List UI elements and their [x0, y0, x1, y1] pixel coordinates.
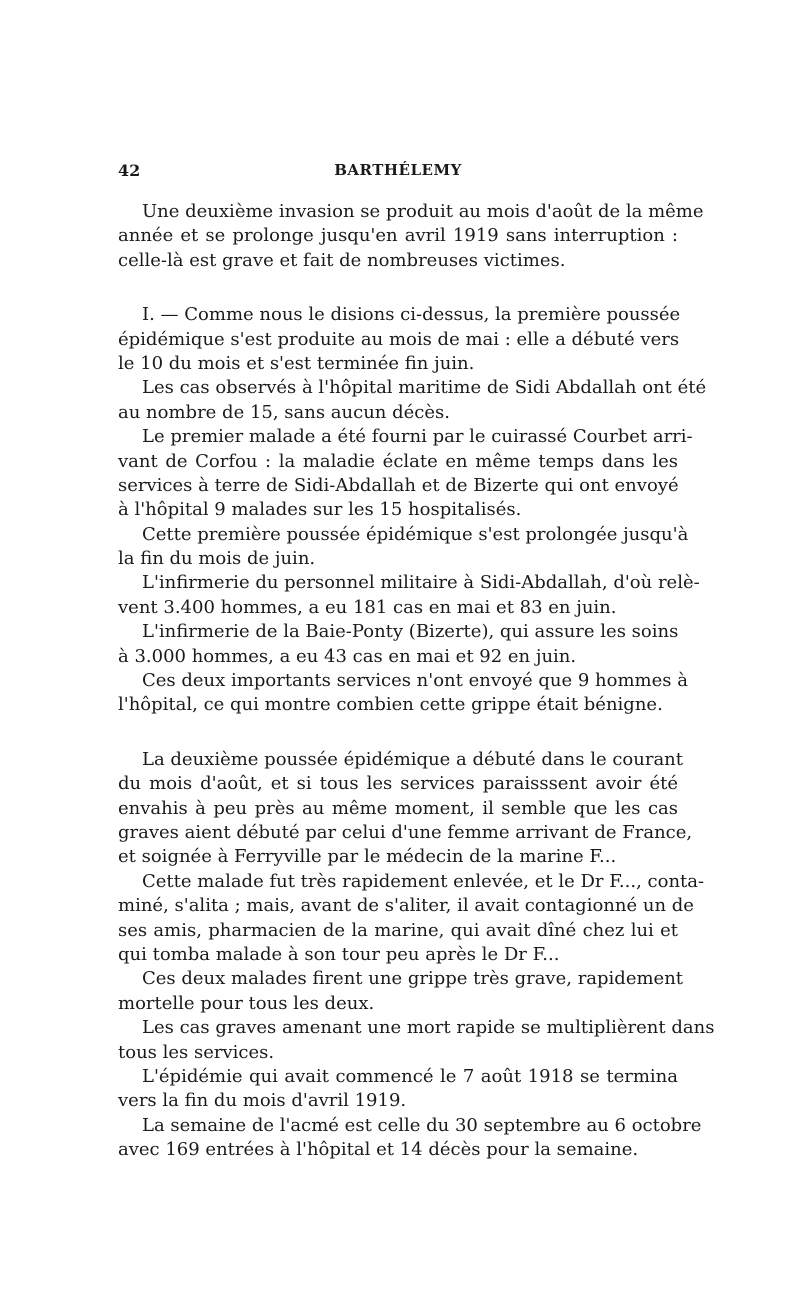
text-line: La deuxième poussée épidémique a débuté dans le courant [142, 748, 684, 770]
text-line: envahis à peu près au même moment, il semble que les cas [118, 797, 678, 819]
paragraph [118, 200, 704, 273]
text-line: Ces deux importants services n'ont envoyé que 9 hommes à [142, 670, 688, 692]
text-line: miné, s'alita ; mais, avant de s'aliter, il avait contagionné un de [118, 895, 694, 917]
text-line: à l'hôpital 9 malades sur les 15 hospitalisés. [118, 499, 522, 521]
text-line: année et se prolonge jusqu'en avril 1919 sans interruption : [118, 225, 678, 247]
text-line: ses amis, pharmacien de la marine, qui avait dîné chez lui et [118, 919, 678, 941]
text-line: et soignée à Ferryville par le médecin de la marine F... [118, 846, 617, 868]
paragraph [118, 571, 700, 620]
paragraph [118, 669, 688, 718]
text-line: tous les services. [118, 1041, 275, 1063]
section-gap [118, 718, 678, 748]
running-title: BARTHÉLEMY [334, 161, 462, 179]
text-line: services à terre de Sidi-Abdallah et de Bizerte qui ont envoyé [118, 474, 679, 496]
text-line: Une deuxième invasion se produit au mois d'août de la même [142, 201, 704, 222]
text-line: épidémique s'est produite au mois de mai : elle a débuté vers [118, 328, 680, 350]
text-line: la fin du mois de juin. [118, 548, 316, 570]
text-line: à 3.000 hommes, a eu 43 cas en mai et 92 en juin. [118, 645, 577, 667]
page-number: 42 [118, 161, 141, 180]
text-line: celle-là est grave et fait de nombreuses victimes. [118, 249, 566, 271]
text-line: au nombre de 15, sans aucun décès. [118, 401, 450, 423]
paragraph [118, 1016, 715, 1065]
text-line: avec 169 entrées à l'hôpital et 14 décès pour la semaine. [118, 1139, 639, 1161]
paragraph [118, 620, 678, 669]
text-line: qui tomba malade à son tour peu après le Dr F... [118, 943, 560, 965]
paragraph [118, 967, 684, 1016]
text-line: Cette malade fut très rapidement enlevée, et le Dr F..., conta- [142, 870, 705, 892]
text-line: vers la fin du mois d'avril 1919. [118, 1090, 407, 1112]
text-line: L'infirmerie du personnel militaire à Sidi-Abdallah, d'où relè- [142, 572, 700, 594]
text-line: Ces deux malades firent une grippe très grave, rapidement [142, 968, 684, 990]
text-line: graves aient débuté par celui d'une femme arrivant de France, [118, 821, 693, 843]
text-line: Le premier malade a été fourni par le cuirassé Courbet arri- [142, 426, 693, 448]
text-line: Cette première poussée épidémique s'est prolongée jusqu'à [142, 523, 689, 545]
paragraph [118, 303, 681, 376]
text-line: vant de Corfou : la maladie éclate en même temps dans les [118, 450, 678, 472]
text-line: I. — Comme nous le disions ci-dessus, la première poussée [142, 304, 681, 326]
paragraph [118, 376, 707, 425]
paragraph [118, 1114, 702, 1163]
text-line: le 10 du mois et s'est terminée fin juin. [118, 352, 475, 374]
text-line: du mois d'août, et si tous les services paraisssent avoir été [118, 773, 678, 795]
paragraph [118, 748, 693, 870]
running-header [118, 161, 678, 185]
text-line: L'épidémie qui avait commencé le 7 août 1918 se termina [142, 1065, 678, 1087]
text-line: La semaine de l'acmé est celle du 30 septembre au 6 octobre [142, 1114, 702, 1136]
text-line: l'hôpital, ce qui montre combien cette grippe était bénigne. [118, 694, 663, 716]
text-line: vent 3.400 hommes, a eu 181 cas en mai et 83 en juin. [118, 596, 617, 618]
paragraph [118, 870, 705, 968]
text-line: Les cas observés à l'hôpital maritime de Sidi Abdallah ont été [142, 377, 707, 399]
text-line: L'infirmerie de la Baie-Ponty (Bizerte), qui assure les soins [142, 621, 679, 643]
text-line: mortelle pour tous les deux. [118, 992, 375, 1014]
section-gap [118, 273, 678, 303]
text-line: Les cas graves amenant une mort rapide se multiplièrent dans [142, 1017, 715, 1039]
body-text [118, 200, 715, 1162]
paragraph [118, 1065, 678, 1114]
paragraph [118, 523, 689, 572]
paragraph [118, 425, 693, 523]
